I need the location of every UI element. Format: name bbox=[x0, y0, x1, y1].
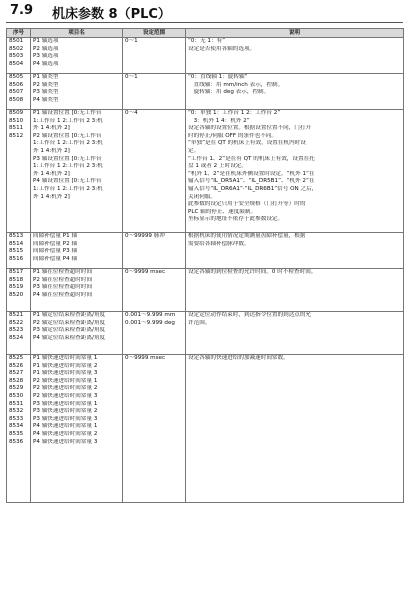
param-number-cell-line: 8514 bbox=[9, 240, 24, 247]
param-number-cell-line: 8532 bbox=[9, 408, 24, 415]
param-name-cell-line: P3 轴类型 bbox=[33, 89, 59, 96]
param-number-cell-line: 8529 bbox=[9, 385, 24, 392]
param-description-cell bbox=[186, 38, 404, 74]
param-range-cell bbox=[123, 269, 186, 312]
param-name-cell-line: 外 1 4:机外 2] bbox=[33, 193, 70, 200]
param-description-cell-line: “0：直线轴 1：旋转轴” bbox=[188, 74, 248, 80]
param-description-cell-line: 关闭伺服。 bbox=[188, 193, 216, 200]
param-number-cell-line: 8506 bbox=[9, 81, 24, 88]
param-description-cell-line: 设定各轴的到位检查的允许时间。0 时不检查时间。 bbox=[188, 269, 317, 275]
param-name-cell-line: P3 轴定位结束检查距离/角度 bbox=[33, 327, 106, 334]
param-name-cell-line: P2 轴选项 bbox=[33, 45, 59, 52]
param-number-cell bbox=[7, 74, 31, 110]
param-name-cell-line: P2 轴设置位置 [0:无工作台 bbox=[33, 132, 102, 139]
param-description-cell-line: “0：无 1：有” bbox=[188, 38, 226, 44]
param-name-cell-line: P4 轴快速进给时间常量 1 bbox=[33, 423, 98, 430]
param-range-cell-line: 0.001～9.999 deg bbox=[125, 319, 175, 326]
param-name-cell-line: P2 轴快速进给时间常量 2 bbox=[33, 385, 98, 392]
param-number-cell-line: 8513 bbox=[9, 233, 24, 239]
param-range-cell bbox=[123, 233, 186, 269]
param-number-cell-line: 8523 bbox=[9, 327, 24, 334]
param-name-cell-line: P3 轴设置位置 [0:无工作台 bbox=[33, 155, 102, 162]
section-heading bbox=[6, 2, 403, 24]
param-number-cell-line: 8510 bbox=[9, 117, 24, 124]
param-number-cell-line: 8504 bbox=[9, 60, 24, 67]
param-number-cell-line: 8521 bbox=[9, 312, 24, 318]
param-number-cell-line: 8536 bbox=[9, 438, 24, 445]
section-number: 7.9 bbox=[10, 3, 34, 18]
param-range-cell bbox=[123, 38, 186, 74]
param-name-cell bbox=[31, 74, 123, 110]
param-name-cell-line: P2 轴类型 bbox=[33, 81, 59, 88]
param-number-cell-line: 8509 bbox=[9, 110, 24, 116]
param-description-cell-line: 盘 1 或者 2 上时设定。 bbox=[188, 163, 247, 170]
param-range-cell-line: 0～4 bbox=[125, 110, 138, 116]
param-range-cell-line: 0.001～9.999 mm bbox=[125, 312, 176, 318]
param-name-cell-line: P4 轴类型 bbox=[33, 96, 59, 103]
table-row bbox=[7, 110, 404, 233]
param-number-cell-line: 8525 bbox=[9, 355, 24, 361]
param-number-cell-line: 8507 bbox=[9, 89, 24, 96]
param-number-cell-line: 8524 bbox=[9, 334, 24, 341]
param-number-cell bbox=[7, 269, 31, 312]
param-description-cell-line: 输入信号“IL_DR5A1”、“IL_DR5B1”、“机外 2”在 bbox=[188, 178, 315, 185]
param-name-cell-line: 间隙补偿量 P4 轴 bbox=[33, 255, 78, 262]
param-range-cell-line: 0～1 bbox=[125, 74, 138, 80]
param-number-cell-line: 8527 bbox=[9, 370, 24, 377]
param-description-cell-line: 定。 bbox=[188, 147, 200, 154]
param-description-cell-line: 输入信号“IL_DR6A1”·“IL_DR6B1”信号 ON 之后， bbox=[188, 185, 318, 192]
param-name-cell bbox=[31, 38, 123, 74]
param-number-cell-line: 8518 bbox=[9, 276, 24, 283]
param-name-cell-line: P3 轴快速进给时间常量 2 bbox=[33, 408, 98, 415]
param-number-cell-line: 8503 bbox=[9, 53, 24, 60]
param-number-cell-line: 8526 bbox=[9, 362, 24, 369]
param-name-cell-line: 外 1 4:机外 2] bbox=[33, 125, 70, 132]
param-name-cell-line: P1 轴快速进给时间常量 1 bbox=[33, 355, 98, 361]
param-number-cell-line: 8528 bbox=[9, 377, 24, 384]
param-name-cell-line: P4 轴选项 bbox=[33, 60, 59, 67]
param-range-cell-line: 0～9999 msec bbox=[125, 355, 166, 361]
param-name-cell-line: P2 轴快速进给时间常量 3 bbox=[33, 392, 98, 399]
param-number-cell-line: 8517 bbox=[9, 269, 24, 275]
param-description-cell-line: 坐标显示的地址不依存于此参数设定。 bbox=[188, 216, 284, 223]
param-name-cell-line: 间隙补偿量 P2 轴 bbox=[33, 240, 78, 247]
param-description-cell bbox=[186, 233, 404, 269]
param-number-cell-line: 8534 bbox=[9, 423, 24, 430]
param-description-cell-line: 时的停止/伺服 OFF 的条件也不同。 bbox=[188, 132, 277, 139]
param-number-cell-line: 8505 bbox=[9, 74, 24, 80]
param-name-cell-line: P4 轴定位结束检查距离/角度 bbox=[33, 334, 106, 341]
header-number: 序号 bbox=[7, 29, 31, 38]
param-name-cell-line: P3 轴选项 bbox=[33, 53, 59, 60]
param-description-cell-line: 设定定位动作结束时，到达指令位置的到达点的允 bbox=[188, 312, 312, 318]
param-range-cell-line: 0～9999 msec bbox=[125, 269, 166, 275]
param-name-cell-line: P1 轴定位结束检查距离/角度 bbox=[33, 312, 106, 318]
param-number-cell-line: 8511 bbox=[9, 125, 24, 132]
param-range-cell-line: 0～99999 脉冲 bbox=[125, 233, 165, 239]
param-number-cell bbox=[7, 110, 31, 233]
param-description-cell-line: 旋转轴：用 deg 表示，控制。 bbox=[188, 89, 270, 96]
table-row bbox=[7, 355, 404, 503]
param-name-cell-line: 1:工作台 1 2:工作台 2 3:机 bbox=[33, 140, 103, 147]
param-number-cell-line: 8520 bbox=[9, 291, 24, 298]
param-number-cell bbox=[7, 233, 31, 269]
param-description-cell bbox=[186, 312, 404, 355]
param-name-cell-line: P1 轴在位检查超时时间 bbox=[33, 269, 93, 275]
param-description-cell-line: “单独”是在 QT 的机床上有效，设置在机内时设 bbox=[188, 140, 306, 147]
param-name-cell-line: P4 轴快速进给时间常量 2 bbox=[33, 430, 98, 437]
param-name-cell-line: P4 轴快速进给时间常量 3 bbox=[33, 438, 98, 445]
param-number-cell-line: 8501 bbox=[9, 38, 24, 44]
param-name-cell-line: P1 轴快速进给时间常量 2 bbox=[33, 362, 98, 369]
header-item-name: 项目名 bbox=[31, 29, 123, 38]
param-number-cell-line: 8512 bbox=[9, 132, 24, 139]
param-number-cell-line: 8522 bbox=[9, 319, 24, 326]
param-description-cell-line: 设定各轴的快速进给的加减速时间常数。 bbox=[188, 355, 289, 361]
param-name-cell-line: 1:工作台 1 2:工作台 2 3:机 bbox=[33, 117, 103, 124]
header-description: 说明 bbox=[186, 29, 404, 38]
param-name-cell-line: P1 轴快速进给时间常量 3 bbox=[33, 370, 98, 377]
param-description-cell-line: 设定是否使用各轴的选项。 bbox=[188, 45, 256, 52]
param-range-cell-line: 0～1 bbox=[125, 38, 138, 44]
param-name-cell-line: 间隙补偿量 P1 轴 bbox=[33, 233, 78, 239]
param-name-cell-line: 间隙补偿量 P3 轴 bbox=[33, 248, 78, 255]
param-number-cell-line: 8516 bbox=[9, 255, 24, 262]
param-description-cell-line: PLC 轴的停止、速度限制。 bbox=[188, 208, 257, 215]
param-name-cell bbox=[31, 233, 123, 269]
param-number-cell-line: 8535 bbox=[9, 430, 24, 437]
param-description-cell-line: 需要给各轴补偿脉冲数。 bbox=[188, 240, 250, 247]
table-row bbox=[7, 38, 404, 74]
parameter-table bbox=[6, 28, 404, 503]
param-number-cell bbox=[7, 312, 31, 355]
table-row bbox=[7, 74, 404, 110]
table-row bbox=[7, 269, 404, 312]
param-description-cell-line: 此参数的设定只用于安全规格（门打开等）时的 bbox=[188, 201, 306, 208]
param-description-cell-line: 许范围。 bbox=[188, 319, 211, 326]
param-name-cell bbox=[31, 269, 123, 312]
param-number-cell bbox=[7, 38, 31, 74]
param-name-cell-line: P1 轴设置位置 [0:无工作台 bbox=[33, 110, 102, 116]
param-range-cell bbox=[123, 74, 186, 110]
param-range-cell bbox=[123, 312, 186, 355]
param-description-cell bbox=[186, 269, 404, 312]
param-name-cell-line: P1 轴选项 bbox=[33, 38, 59, 44]
heading-rule bbox=[6, 22, 403, 23]
param-description-cell-line: 直线轴：用 mm/inch 表示，控制。 bbox=[188, 81, 284, 88]
param-number-cell bbox=[7, 355, 31, 503]
param-description-cell bbox=[186, 355, 404, 503]
param-name-cell-line: P2 轴快速进给时间常量 1 bbox=[33, 377, 98, 384]
param-description-cell bbox=[186, 110, 404, 233]
param-name-cell-line: P4 轴设置位置 [0:无工作台 bbox=[33, 178, 102, 185]
param-number-cell-line: 8530 bbox=[9, 392, 24, 399]
table-row bbox=[7, 233, 404, 269]
param-number-cell-line: 8519 bbox=[9, 284, 24, 291]
param-name-cell-line: P2 轴定位结束检查距离/角度 bbox=[33, 319, 106, 326]
param-name-cell-line: P4 轴在位检查超时时间 bbox=[33, 291, 93, 298]
param-range-cell bbox=[123, 110, 186, 233]
section-title: 机床参数 8（PLC） bbox=[52, 7, 171, 22]
param-name-cell-line: P3 轴快速进给时间常量 3 bbox=[33, 415, 98, 422]
param-name-cell-line: P3 轴在位检查超时时间 bbox=[33, 284, 93, 291]
header-setting-range: 设定范围 bbox=[123, 29, 186, 38]
param-name-cell bbox=[31, 312, 123, 355]
param-name-cell-line: 外 1 4:机外 2] bbox=[33, 170, 70, 177]
param-name-cell-line: P3 轴快速进给时间常量 1 bbox=[33, 400, 98, 407]
param-description-cell-line: “机外 1、2”是在机床外侧设置时设定。“机外 1”在 bbox=[188, 170, 315, 177]
param-number-cell-line: 8533 bbox=[9, 415, 24, 422]
param-number-cell-line: 8502 bbox=[9, 45, 24, 52]
param-description-cell-line: “工作台 1、2”是在有 QT 的机床上有效，设置在托 bbox=[188, 155, 315, 162]
param-description-cell-line: “0：单独 1：工作台 1 2：工作台 2” bbox=[188, 110, 281, 116]
param-name-cell-line: 外 1 4:机外 2] bbox=[33, 147, 70, 154]
table-body bbox=[7, 38, 404, 503]
param-name-cell bbox=[31, 355, 123, 503]
param-description-cell-line: 3：机外 1 4：机外 2” bbox=[188, 117, 250, 124]
param-number-cell-line: 8515 bbox=[9, 248, 24, 255]
param-number-cell-line: 8531 bbox=[9, 400, 24, 407]
param-name-cell-line: 1:工作台 1 2:工作台 2 3:机 bbox=[33, 185, 103, 192]
param-name-cell-line: 1:工作台 1 2:工作台 2 3:机 bbox=[33, 163, 103, 170]
param-description-cell-line: 根据机床的使用情况定期测量齿隙补偿量，根据 bbox=[188, 233, 306, 239]
param-name-cell-line: P1 轴类型 bbox=[33, 74, 59, 80]
param-number-cell-line: 8508 bbox=[9, 96, 24, 103]
param-description-cell bbox=[186, 74, 404, 110]
param-description-cell-line: 设定各轴的设置位置。根据设置位置不同，门打开 bbox=[188, 125, 312, 132]
param-range-cell bbox=[123, 355, 186, 503]
table-row bbox=[7, 312, 404, 355]
table-header-row bbox=[7, 29, 404, 38]
param-name-cell-line: P2 轴在位检查超时时间 bbox=[33, 276, 93, 283]
param-name-cell bbox=[31, 110, 123, 233]
